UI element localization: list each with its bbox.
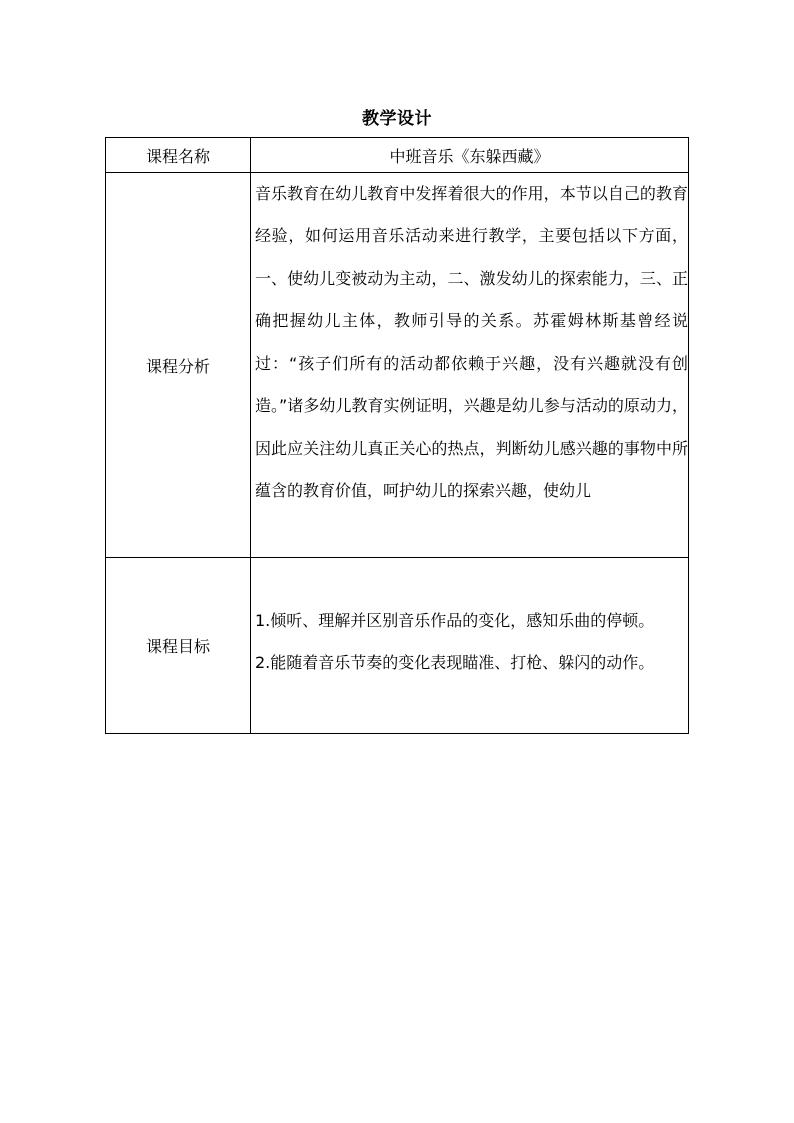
course-analysis-label: 课程分析 — [106, 173, 251, 558]
lesson-design-table — [105, 137, 689, 734]
course-name-label: 课程名称 — [106, 138, 251, 173]
table-row-course-analysis — [106, 173, 689, 558]
course-goals-list — [251, 598, 688, 694]
document-title: 教学设计 — [362, 109, 432, 129]
course-name-value: 中班音乐《东躲西藏》 — [251, 138, 689, 173]
course-analysis-cell — [251, 173, 689, 558]
course-goal-item: 2.能随着音乐节奏的变化表现瞄准、打枪、躲闪的动作。 — [255, 652, 655, 672]
course-goals-cell — [251, 558, 689, 734]
table-row-course-name — [106, 138, 689, 173]
table-row-course-goals — [106, 558, 689, 734]
course-goals-label: 课程目标 — [106, 558, 251, 734]
course-analysis-text: 音乐教育在幼儿教育中发挥着很大的作用，本节以自己的教育经验，如何运用音乐活动来进行教学，主要包括以下方面，一、使幼儿变被动为主动，二、激发幼儿的探索能力，三、正确把握幼儿主体，教师引导的关系。苏霍姆林斯基曾经说过：“孩子们所有的活动都依赖于兴趣，没有兴趣就没有创造。”诸多幼儿教育实例证明，兴趣是幼儿参与活动的原动力，因此应关注幼儿真正关心的热点，判断幼儿感兴趣的事物中所蕴含的教育价值，呵护幼儿的探索兴趣，使幼儿 — [255, 183, 688, 500]
course-goal-item: 1.倾听、理解并区别音乐作品的变化，感知乐曲的停顿。 — [255, 610, 655, 630]
